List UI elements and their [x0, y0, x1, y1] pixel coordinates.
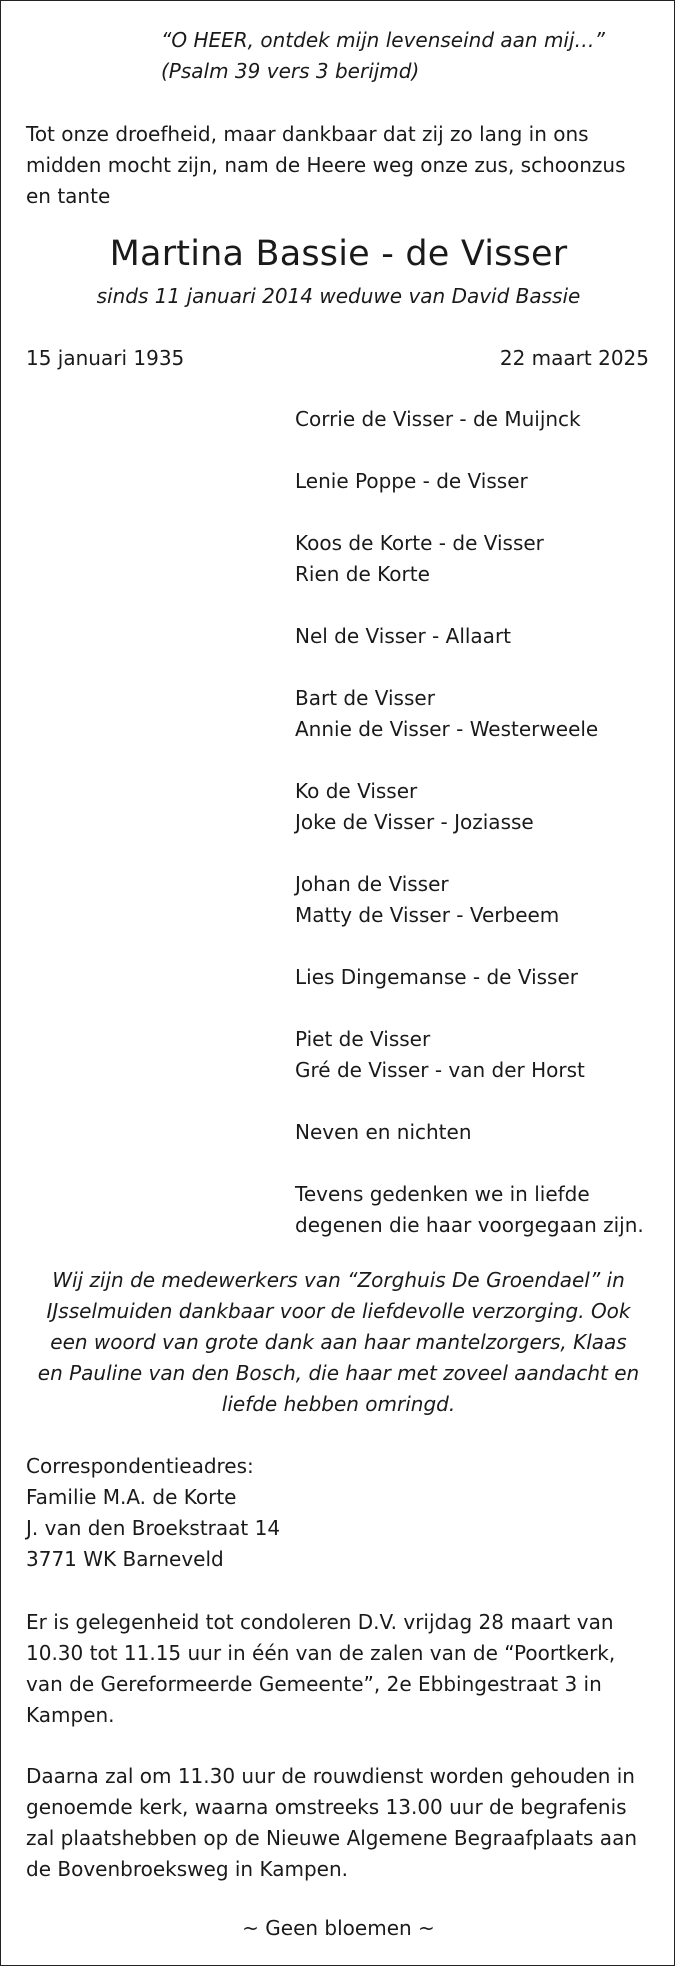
family-group — [295, 869, 644, 931]
condolences-line: van de Gereformeerde Gemeente”, 2e Ebbingestraat 3 in — [26, 1672, 602, 1696]
quote-line: “O HEER, ontdek mijn levenseind aan mij…” — [161, 28, 605, 52]
deceased-subtitle: sinds 11 januari 2014 weduwe van David Bassie — [96, 284, 581, 308]
intro-line: en tante — [26, 184, 111, 208]
family-member: Piet de Visser — [295, 1027, 431, 1051]
family-member: Johan de Visser — [295, 872, 449, 896]
intro-line: midden mocht zijn, nam de Heere weg onze zus, schoonzus — [26, 153, 626, 177]
family-member: Lenie Poppe - de Visser — [295, 469, 528, 493]
family-group — [295, 466, 644, 497]
remembrance-line: degenen die haar voorgegaan zijn. — [295, 1213, 644, 1237]
family-group — [295, 1117, 644, 1148]
family-member: Neven en nichten — [295, 1120, 472, 1144]
family-group — [295, 528, 644, 590]
service-line: Daarna zal om 11.30 uur de rouwdienst worden gehouden in — [26, 1764, 635, 1788]
family-member: Matty de Visser - Verbeem — [295, 903, 560, 927]
address-line: J. van den Broekstraat 14 — [26, 1516, 281, 1540]
death-date: 22 maart 2025 — [499, 346, 649, 370]
family-member: Annie de Visser - Westerweele — [295, 717, 599, 741]
family-member: Bart de Visser — [295, 686, 435, 710]
family-member: Gré de Visser - van der Horst — [295, 1058, 585, 1082]
family-list — [295, 404, 644, 1241]
thanks-text — [1, 1265, 676, 1420]
address-heading: Correspondentieadres: — [26, 1454, 254, 1478]
birth-date: 15 januari 1935 — [26, 346, 185, 370]
intro-line: Tot onze droefheid, maar dankbaar dat zij zo lang in ons — [26, 122, 589, 146]
family-member: Ko de Visser — [295, 779, 418, 803]
no-flowers-note: ~ Geen bloemen ~ — [242, 1916, 435, 1940]
family-member: Corrie de Visser - de Muijnck — [295, 407, 581, 431]
remembrance-line: Tevens gedenken we in liefde — [295, 1182, 590, 1206]
quote-reference: (Psalm 39 vers 3 berijmd) — [161, 59, 420, 83]
condolences-text — [26, 1607, 615, 1731]
family-member: Joke de Visser - Joziasse — [295, 810, 534, 834]
family-group — [295, 1024, 644, 1086]
condolences-line: 10.30 tot 11.15 uur in één van de zalen van de “Poortkerk, — [26, 1641, 616, 1665]
condolences-line: Kampen. — [26, 1703, 115, 1727]
deceased-name: Martina Bassie - de Visser — [109, 234, 568, 274]
service-text — [26, 1761, 637, 1885]
address-line: Familie M.A. de Korte — [26, 1485, 237, 1509]
family-group — [295, 683, 644, 745]
thanks-line: en Pauline van den Bosch, die haar met zoveel aandacht en — [37, 1361, 640, 1385]
family-member: Rien de Korte — [295, 562, 430, 586]
condolences-line: Er is gelegenheid tot condoleren D.V. vrijdag 28 maart van — [26, 1610, 614, 1634]
family-group — [295, 962, 644, 993]
family-member: Lies Dingemanse - de Visser — [295, 965, 579, 989]
service-line: de Bovenbroeksweg in Kampen. — [26, 1857, 348, 1881]
correspondence-address — [26, 1451, 280, 1575]
family-group — [295, 1179, 644, 1241]
family-member: Nel de Visser - Allaart — [295, 624, 512, 648]
thanks-line: Wij zijn de medewerkers van “Zorghuis De Groendael” in — [52, 1268, 625, 1292]
service-line: genoemde kerk, waarna omstreeks 13.00 uur de begrafenis — [26, 1795, 627, 1819]
thanks-line: IJsselmuiden dankbaar voor de liefdevolle verzorging. Ook — [46, 1299, 631, 1323]
thanks-line: liefde hebben omringd. — [221, 1392, 456, 1416]
psalm-quote — [161, 25, 605, 87]
address-line: 3771 WK Barneveld — [26, 1547, 224, 1571]
family-group — [295, 404, 644, 435]
family-member: Koos de Korte - de Visser — [295, 531, 544, 555]
service-line: zal plaatshebben op de Nieuwe Algemene Begraafplaats aan — [26, 1826, 637, 1850]
family-group — [295, 621, 644, 652]
intro-text — [26, 119, 626, 212]
family-group — [295, 776, 644, 838]
thanks-line: een woord van grote dank aan haar mantelzorgers, Klaas — [50, 1330, 627, 1354]
